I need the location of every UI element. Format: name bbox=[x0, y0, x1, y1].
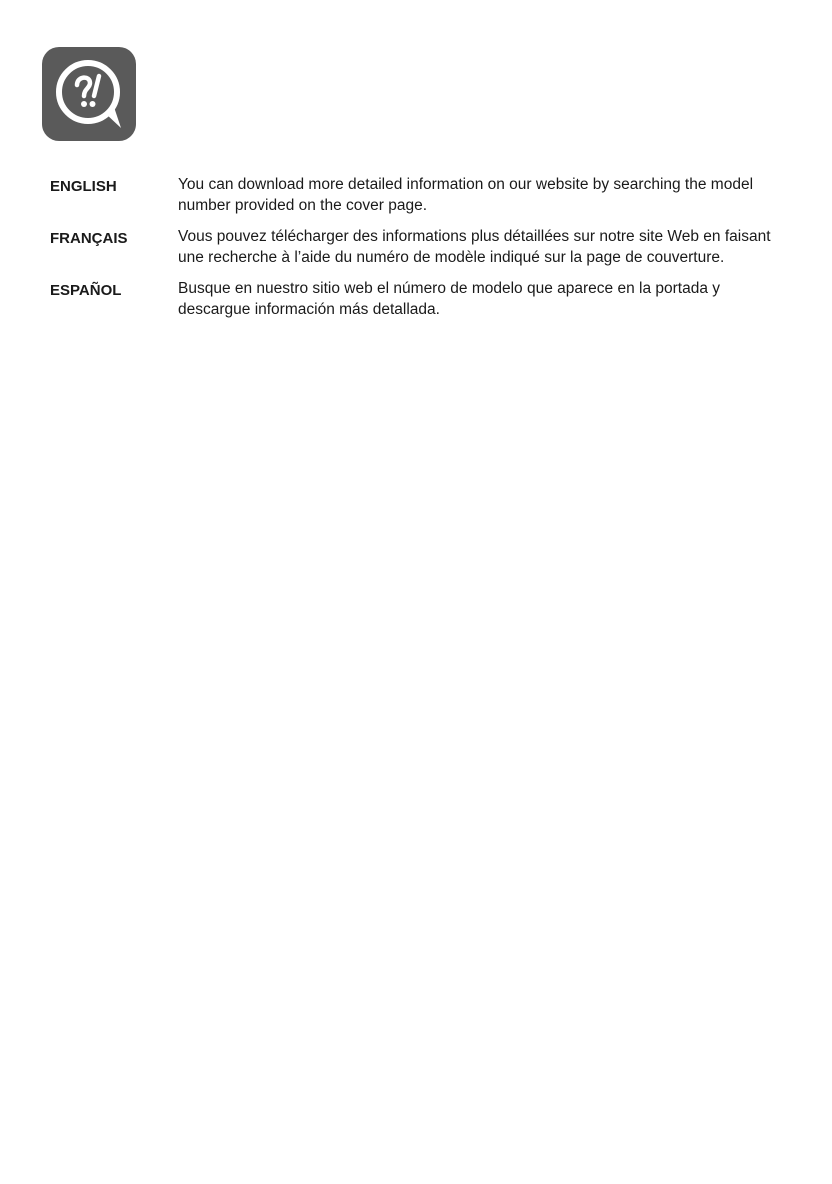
language-label-spanish: ESPAÑOL bbox=[50, 282, 122, 299]
language-row-english bbox=[50, 174, 790, 216]
language-text-french: Vous pouvez télécharger des informations plus détaillées sur notre site Web en faisant une recherche à l’aide du numéro de modèle indiqué sur la page de couverture. bbox=[178, 228, 771, 266]
language-row-spanish bbox=[50, 278, 790, 320]
language-text-english: You can download more detailed information on our website by searching the model number provided on the cover page. bbox=[178, 176, 754, 214]
question-exclamation-icon bbox=[42, 47, 136, 141]
language-info-list bbox=[50, 174, 790, 330]
language-text-spanish: Busque en nuestro sitio web el número de modelo que aparece en la portada y descargue información más detallada. bbox=[178, 280, 720, 318]
language-label-french: FRANÇAIS bbox=[50, 230, 128, 247]
language-row-french bbox=[50, 226, 790, 268]
language-label-english: ENGLISH bbox=[50, 178, 117, 195]
help-speech-bubble-icon bbox=[42, 47, 136, 141]
